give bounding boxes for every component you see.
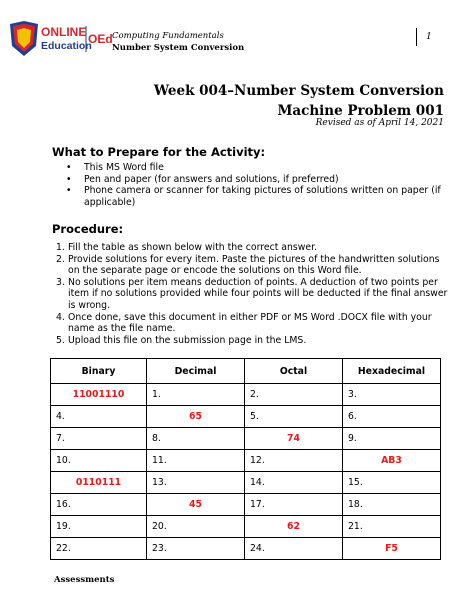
bullet-icon: • xyxy=(66,162,72,173)
topic-name: Number System Conversion xyxy=(112,43,245,53)
answer-blank-cell: 1. xyxy=(147,384,245,406)
given-value-cell: 74 xyxy=(245,428,343,450)
table-row xyxy=(51,428,441,450)
column-header: Decimal xyxy=(147,359,245,384)
given-value-cell: 0110111 xyxy=(51,472,147,494)
course-name: Computing Fundamentals xyxy=(112,31,224,41)
procedure-list xyxy=(56,242,452,346)
answer-blank-cell: 2. xyxy=(245,384,343,406)
answer-blank-cell: 24. xyxy=(245,538,343,560)
table-row xyxy=(51,450,441,472)
prepare-heading: What to Prepare for the Activity: xyxy=(52,145,266,159)
footer-label: Assessments xyxy=(54,575,115,585)
answer-blank-cell: 18. xyxy=(343,494,441,516)
answer-blank-cell: 13. xyxy=(147,472,245,494)
title-line-2: Machine Problem 001 xyxy=(277,103,444,119)
answer-blank-cell: 8. xyxy=(147,428,245,450)
conversion-table xyxy=(50,358,441,560)
answer-blank-cell: 16. xyxy=(51,494,147,516)
list-item: 2. Provide solutions for every item. Paste the pictures of the handwritten solutions on the separate page or encode the solutions on this Word file. xyxy=(56,253,440,277)
table-row xyxy=(51,516,441,538)
given-value-cell: AB3 xyxy=(343,450,441,472)
answer-blank-cell: 10. xyxy=(51,450,147,472)
given-value-cell: F5 xyxy=(343,538,441,560)
answer-blank-cell: 15. xyxy=(343,472,441,494)
answer-blank-cell: 7. xyxy=(51,428,147,450)
list-item: • Pen and paper (for answers and solutions, if preferred) xyxy=(66,173,339,185)
given-value-cell: 65 xyxy=(147,406,245,428)
answer-blank-cell: 22. xyxy=(51,538,147,560)
bullet-icon: • xyxy=(66,173,72,185)
online-education-logo xyxy=(8,20,113,60)
list-item: • This MS Word file xyxy=(66,162,164,173)
revision-date: Revised as of April 14, 2021 xyxy=(315,118,444,128)
answer-blank-cell: 17. xyxy=(245,494,343,516)
answer-blank-cell: 3. xyxy=(343,384,441,406)
column-header: Binary xyxy=(51,359,147,384)
given-value-cell: 45 xyxy=(147,494,245,516)
page-number: 1 xyxy=(426,32,432,42)
answer-blank-cell: 9. xyxy=(343,428,441,450)
given-value-cell: 11001110 xyxy=(51,384,147,406)
list-item: 5. Upload this file on the submission page in the LMS. xyxy=(56,334,307,346)
prepare-list xyxy=(66,162,456,208)
list-item: 4. Once done, save this document in either PDF or MS Word .DOCX file with your name as the file name. xyxy=(56,311,432,335)
table-row xyxy=(51,406,441,428)
table-row xyxy=(51,472,441,494)
logo-online-text: ONLINE xyxy=(41,25,87,39)
answer-blank-cell: 21. xyxy=(343,516,441,538)
answer-blank-cell: 20. xyxy=(147,516,245,538)
running-header xyxy=(112,30,244,54)
list-item: 1. Fill the table as shown below with the correct answer. xyxy=(56,242,317,253)
procedure-heading: Procedure: xyxy=(52,222,124,236)
logo-oed-text: OEd xyxy=(88,32,113,46)
answer-blank-cell: 4. xyxy=(51,406,147,428)
logo-education-text: Education xyxy=(41,40,92,52)
list-item: • Phone camera or scanner for taking pictures of solutions written on paper (if applicable) xyxy=(66,185,441,208)
shield-emblem-icon xyxy=(10,21,38,56)
list-item: 3. No solutions per item means deduction of points. A deduction of two points per item if no solutions provided while four points will be deducted if the final answer is wrong. xyxy=(56,276,448,311)
answer-blank-cell: 5. xyxy=(245,406,343,428)
column-header: Octal xyxy=(245,359,343,384)
table-row xyxy=(51,538,441,560)
title-line-1: Week 004–Number System Conversion xyxy=(153,83,444,99)
answer-blank-cell: 6. xyxy=(343,406,441,428)
bullet-icon: • xyxy=(66,185,72,197)
given-value-cell: 62 xyxy=(245,516,343,538)
document-title xyxy=(154,81,444,121)
answer-blank-cell: 14. xyxy=(245,472,343,494)
table-header-row xyxy=(51,359,441,384)
answer-blank-cell: 12. xyxy=(245,450,343,472)
table-row xyxy=(51,384,441,406)
answer-blank-cell: 11. xyxy=(147,450,245,472)
table-row xyxy=(51,494,441,516)
answer-blank-cell: 19. xyxy=(51,516,147,538)
column-header: Hexadecimal xyxy=(343,359,441,384)
answer-blank-cell: 23. xyxy=(147,538,245,560)
header-divider xyxy=(416,28,417,46)
